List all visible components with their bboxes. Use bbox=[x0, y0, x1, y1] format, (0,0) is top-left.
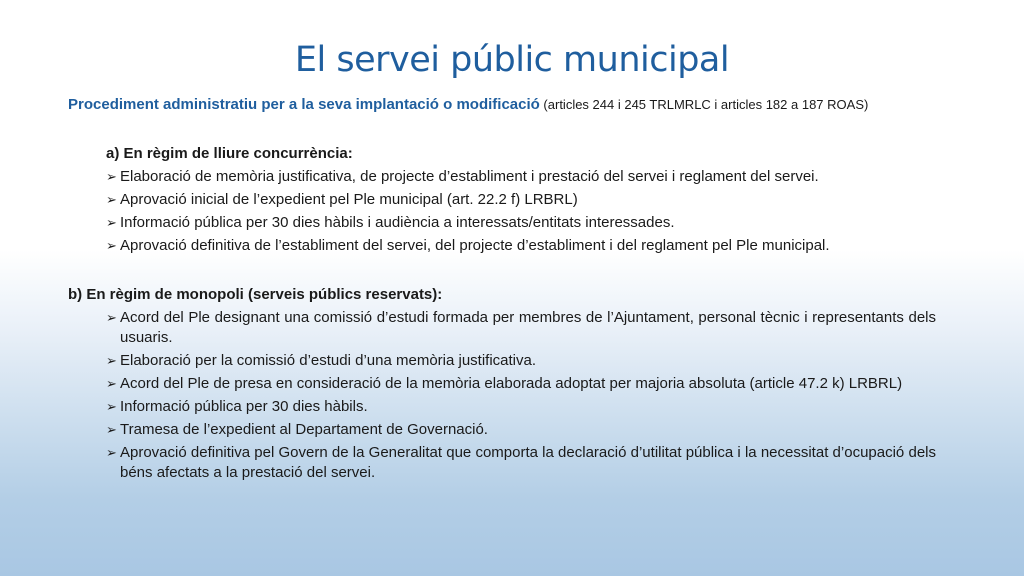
list-item bbox=[106, 443, 936, 483]
list-item-text: Aprovació inicial de l’expedient pel Ple municipal (art. 22.2 f) LRBRL) bbox=[120, 191, 578, 208]
list-item-text: Aprovació definitiva pel Govern de la Generalitat que comporta la declaració d’utilitat pública i la necessitat d’ocupació dels béns afectats a la prestació del servei. bbox=[120, 444, 936, 481]
slide-content bbox=[68, 95, 936, 483]
intro-references: (articles 244 i 245 TRLMRLC i articles 182 a 187 ROAS) bbox=[539, 97, 869, 112]
section-a-heading: a) En règim de lliure concurrència: bbox=[106, 145, 353, 162]
list-item-text: Tramesa de l’expedient al Departament de Governació. bbox=[120, 421, 488, 438]
list-item bbox=[106, 167, 936, 187]
arrow-bullet-icon: ➢ bbox=[106, 169, 117, 184]
section-a-list bbox=[106, 167, 936, 256]
list-item-text: Acord del Ple de presa en consideració de la memòria elaborada adoptat per majoria absoluta (article 47.2 k) LRBRL) bbox=[120, 375, 903, 392]
list-item-text: Elaboració per la comissió d’estudi d’una memòria justificativa. bbox=[120, 352, 537, 369]
arrow-bullet-icon: ➢ bbox=[106, 422, 117, 437]
list-item bbox=[106, 351, 936, 371]
arrow-bullet-icon: ➢ bbox=[106, 215, 117, 230]
list-item bbox=[106, 308, 936, 348]
list-item-text: Informació pública per 30 dies hàbils. bbox=[120, 398, 368, 415]
list-item bbox=[106, 397, 936, 417]
arrow-bullet-icon: ➢ bbox=[106, 238, 117, 253]
arrow-bullet-icon: ➢ bbox=[106, 445, 117, 460]
list-item bbox=[106, 374, 936, 394]
slide-title: El servei públic municipal bbox=[294, 40, 730, 80]
list-item-text: Elaboració de memòria justificativa, de projecte d’establiment i prestació del servei i reglament del servei. bbox=[120, 168, 819, 185]
arrow-bullet-icon: ➢ bbox=[106, 353, 117, 368]
intro-paragraph bbox=[68, 95, 936, 115]
list-item-text: Informació pública per 30 dies hàbils i audiència a interessats/entitats interessades. bbox=[120, 214, 675, 231]
list-item bbox=[106, 236, 936, 256]
section-b-list bbox=[106, 308, 936, 483]
arrow-bullet-icon: ➢ bbox=[106, 310, 117, 325]
list-item-text: Acord del Ple designant una comissió d’estudi formada per membres de l’Ajuntament, personal tècnic i representants dels usuaris. bbox=[120, 309, 936, 346]
list-item bbox=[106, 213, 936, 233]
arrow-bullet-icon: ➢ bbox=[106, 192, 117, 207]
list-item bbox=[106, 420, 936, 440]
section-b-heading: b) En règim de monopoli (serveis públics reservats): bbox=[68, 286, 443, 303]
arrow-bullet-icon: ➢ bbox=[106, 376, 117, 391]
list-item bbox=[106, 190, 936, 210]
intro-lead: Procediment administratiu per a la seva implantació o modificació bbox=[68, 96, 540, 113]
arrow-bullet-icon: ➢ bbox=[106, 399, 117, 414]
list-item-text: Aprovació definitiva de l’establiment del servei, del projecte d’establiment i del reglament pel Ple municipal. bbox=[120, 237, 830, 254]
